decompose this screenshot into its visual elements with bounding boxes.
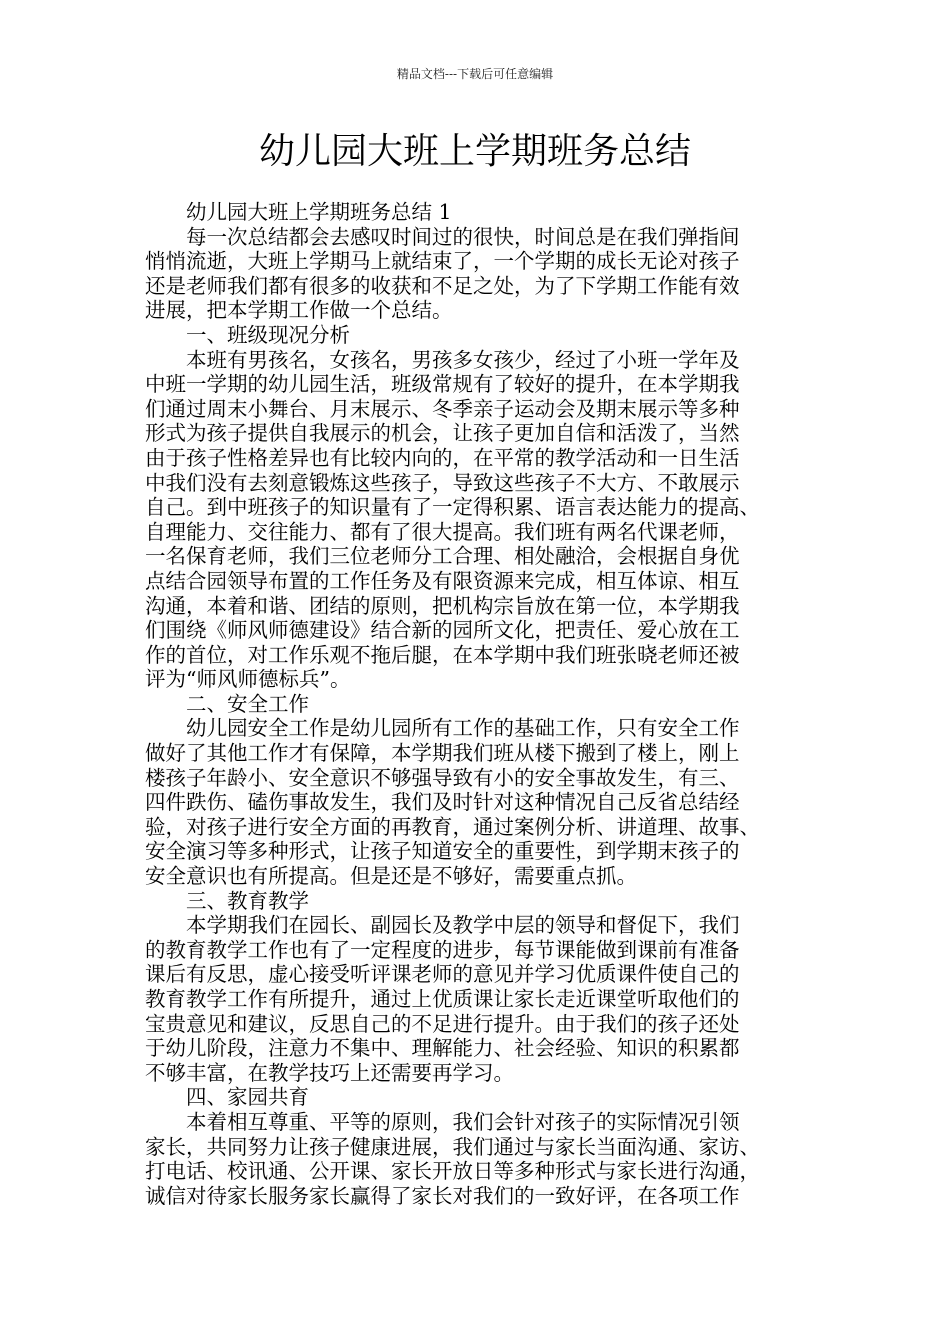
intro-paragraph: 每一次总结都会去感叹时间过的很快，时间总是在我们弹指间 悄悄流逝，大班上学期马上就结束了，一个学期的成长无论对孩子 还是老师我们都有很多的收获和不足之处，为了下学期工作能有效 进展，把本学期工作做一个总结。 bbox=[145, 224, 740, 323]
section-heading-teaching: 三、教育教学 bbox=[186, 888, 309, 913]
teaching-paragraph: 本学期我们在园长、副园长及教学中层的领导和督促下，我们 的教育教学工作也有了一定程度的进步，每节课能做到课前有准备 课后有反思，虚心接受听评课老师的意见并学习优质课件使自己的 教育教学工作有所提升，通过上优质课让家长走近课堂听取他们的 宝贵意见和建议，反思自己的不足进行提升。由于我们的孩子还处 于幼儿阶段，注意力不集中、理解能力、社会经验、知识的积累都 不够丰富，在教学技巧上还需要再学习。 bbox=[145, 913, 740, 1085]
section-subtitle: 幼儿园大班上学期班务总结 1 bbox=[186, 200, 452, 224]
page-header-note: 精品文档---下载后可任意编辑 bbox=[396, 67, 554, 81]
safety-paragraph: 幼儿园安全工作是幼儿园所有工作的基础工作，只有安全工作 做好了其他工作才有保障，本学期我们班从楼下搬到了楼上，刚上 楼孩子年龄小、安全意识不够强导致有小的安全事故发生，有三、 四件跌伤、磕伤事故发生，我们及时针对这种情况自己反省总结经 验，对孩子进行安全方面的再教育，通过案例分析、讲道理、故事、 安全演习等多种形式，让孩子知道安全的重要性，到学期末孩子的 安全意识也有所提高。但是还是不够好，需要重点抓。 bbox=[145, 716, 760, 889]
section-heading-class-analysis: 一、班级现况分析 bbox=[186, 322, 350, 347]
document-body bbox=[145, 200, 809, 1208]
document-title: 幼儿园大班上学期班务总结 bbox=[258, 131, 691, 172]
class-analysis-paragraph: 本班有男孩名，女孩名，男孩多女孩少，经过了小班一学年及 中班一学期的幼儿园生活，班级常规有了较好的提升，在本学期我 们通过周末小舞台、月末展示、冬季亲子运动会及期末展示等多种 形式为孩子提供自我展示的机会，让孩子更加自信和活泼了，当然 由于孩子性格差异也有比较内向的，在平常的教学活动和一日生活 中我们没有去刻意锻炼这些孩子，导致这些孩子不大方、不敢展示 自己。到中班孩子的知识量有了一定得积累、语言表达能力的提高、 自理能力、交往能力、都有了很大提高。我们班有两名代课老师， 一名保育老师，我们三位老师分工合理、相处融洽，会根据自身优 点结合园领导布置的工作任务及有限资源来完成，相互体谅、相互 沟通，本着和谐、团结的原则，把机构宗旨放在第一位，本学期我 们围绕《师风师德建设》结合新的园所文化，把责任、爱心放在工 作的首位，对工作乐观不拖后腿，在本学期中我们班张晓老师还被 评为“师风师德标兵”。 bbox=[145, 347, 760, 692]
section-heading-safety: 二、安全工作 bbox=[186, 691, 309, 716]
home-school-paragraph: 本着相互尊重、平等的原则，我们会针对孩子的实际情况引领 家长，共同努力让孩子健康进展，我们通过与家长当面沟通、家访、 打电话、校讯通、公开课、家长开放日等多种形式与家长进行沟通， 诚信对待家长服务家长赢得了家长对我们的一致好评，在各项工作 bbox=[145, 1109, 760, 1208]
section-heading-home-school: 四、家园共育 bbox=[186, 1085, 309, 1110]
